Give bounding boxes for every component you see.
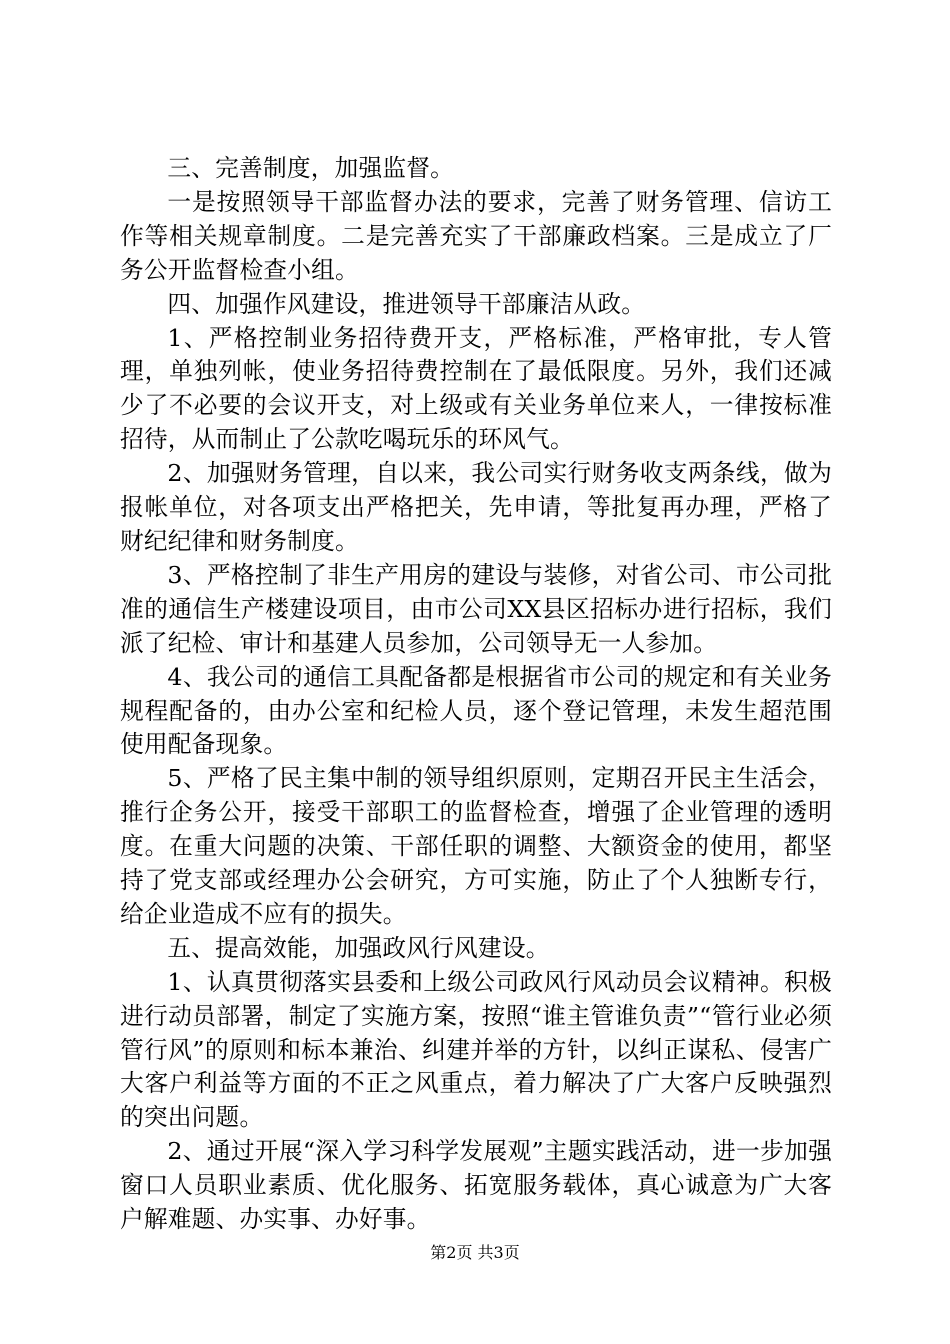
paragraph: 一是按照领导干部监督办法的要求，完善了财务管理、信访工作等相关规章制度。二是完善充实了干部廉政档案。三是成立了厂务公开监督检查小组。 [120, 187, 832, 284]
paragraph: 1、严格控制业务招待费开支，严格标准，严格审批，专人管理，单独列帐，使业务招待费控制在了最低限度。另外，我们还减少了不必要的会议开支，对上级或有关业务单位来人，一律按标准招待，从而制止了公款吃喝玩乐的环风气。 [120, 323, 832, 454]
document-body [120, 152, 832, 1237]
paragraph: 4、我公司的通信工具配备都是根据省市公司的规定和有关业务规程配备的，由办公室和纪检人员，逐个登记管理，未发生超范围使用配备现象。 [120, 662, 832, 759]
section-heading-3: 三、完善制度，加强监督。 [167, 154, 455, 182]
section-heading-5: 五、提高效能，加强政风行风建设。 [167, 933, 550, 962]
paragraph: 5、严格了民主集中制的领导组织原则，定期召开民主生活会，推行企务公开，接受干部职工的监督检查，增强了企业管理的透明度。在重大问题的决策、干部任职的调整、大额资金的使用，都坚持了党支部或经理办公会研究，方可实施，防止了个人独断专行，给企业造成不应有的损失。 [120, 764, 832, 928]
paragraph: 2、加强财务管理，自以来，我公司实行财务收支两条线，做为报帐单位，对各项支出严格把关，先申请，等批复再办理，严格了财纪纪律和财务制度。 [120, 459, 832, 555]
page-number-footer: 第2页 共3页 [430, 1243, 520, 1262]
paragraph: 3、严格控制了非生产用房的建设与装修，对省公司、市公司批准的通信生产楼建设项目，由市公司XX县区招标办进行招标，我们派了纪检、审计和基建人员参加，公司领导无一人参加。 [120, 560, 832, 657]
section-heading-4: 四、加强作风建设，推进领导干部廉洁从政。 [167, 289, 646, 318]
paragraph: 2、通过开展“深入学习科学发展观”主题实践活动，进一步加强窗口人员职业素质、优化服务、拓宽服务载体，真心诚意为广大客户解难题、办实事、办好事。 [120, 1137, 832, 1234]
paragraph: 1、认真贯彻落实县委和上级公司政风行风动员会议精神。积极进行动员部署，制定了实施方案，按照“谁主管谁负责”“管行业必须管行风”的原则和标本兼治、纠建并举的方针，以纠正谋私、侵害广大客户利益等方面的不正之风重点，着力解决了广大客户反映强烈的突出问题。 [120, 967, 832, 1132]
